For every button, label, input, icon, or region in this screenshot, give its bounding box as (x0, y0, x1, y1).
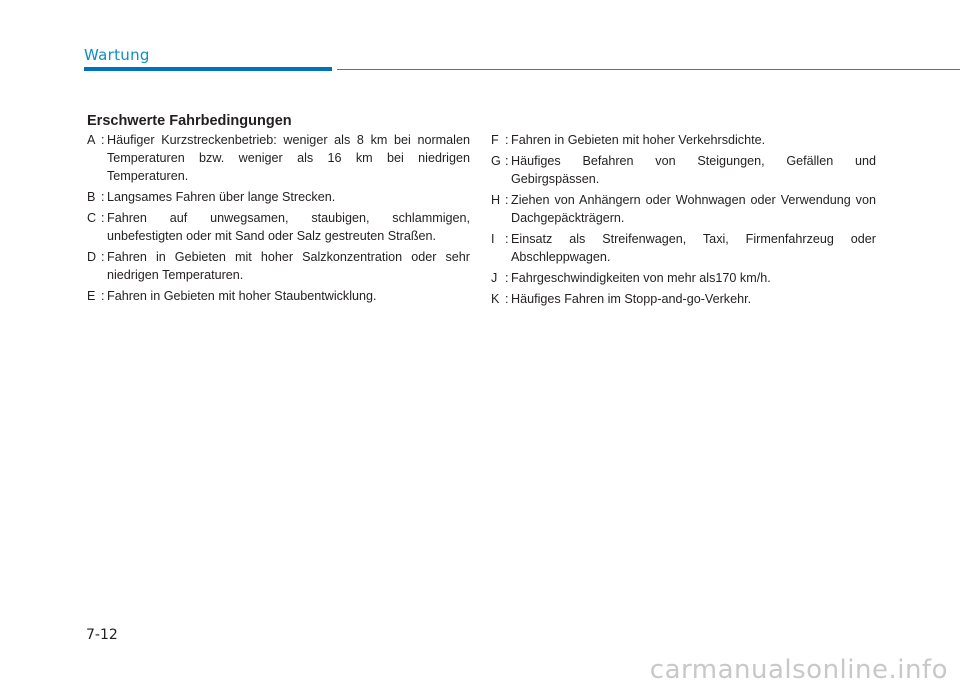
header-rule-thick (84, 67, 332, 71)
item-text: Fahren in Gebieten mit hoher Salzkonzentration oder sehr niedrigen Temperaturen. (107, 250, 470, 282)
item-colon: : (101, 133, 105, 147)
item-colon: : (101, 289, 105, 303)
item-letter: C (87, 211, 97, 225)
item-colon: : (505, 292, 509, 306)
list-item (87, 248, 470, 284)
item-colon: : (101, 190, 105, 204)
item-letter: A (87, 133, 96, 147)
item-colon: : (505, 271, 509, 285)
watermark: carmanualsonline.info (649, 655, 948, 685)
item-text: Einsatz als Streifenwagen, Taxi, Firmenfahrzeug oder Abschleppwagen. (511, 232, 876, 264)
item-letter: I (491, 232, 495, 246)
item-letter: D (87, 250, 97, 264)
item-colon: : (101, 211, 105, 225)
item-text: Fahren in Gebieten mit hoher Verkehrsdichte. (511, 133, 766, 147)
list-item (491, 290, 876, 308)
list-item (491, 191, 876, 227)
list-item (491, 131, 876, 149)
item-letter: B (87, 190, 96, 204)
list-item (491, 230, 876, 266)
item-text: Ziehen von Anhängern oder Wohnwagen oder Verwendung von Dachgepäckträgern. (511, 193, 876, 225)
item-letter: F (491, 133, 499, 147)
item-text: Fahren auf unwegsamen, staubigen, schlammigen, unbefestigten oder mit Sand oder Salz gestreuten Straßen. (107, 211, 470, 243)
item-text: Häufiges Befahren von Steigungen, Gefällen und Gebirgspässen. (511, 154, 876, 186)
item-colon: : (505, 232, 509, 246)
item-text: Häufiges Fahren im Stopp-and-go-Verkehr. (511, 292, 752, 306)
item-letter: K (491, 292, 500, 306)
list-item (87, 188, 470, 206)
item-text: Fahrgeschwindigkeiten von mehr als170 km/h. (511, 271, 771, 285)
list-item (87, 209, 470, 245)
page-heading: Erschwerte Fahrbedingungen (87, 113, 292, 129)
item-text: Fahren in Gebieten mit hoher Staubentwicklung. (107, 289, 377, 303)
section-title: Wartung (84, 46, 150, 64)
left-column (87, 131, 470, 308)
right-column (491, 131, 876, 311)
item-colon: : (505, 154, 509, 168)
item-colon: : (101, 250, 105, 264)
header-rule-thin (337, 69, 960, 70)
item-colon: : (505, 193, 509, 207)
list-item (491, 269, 876, 287)
item-colon: : (505, 133, 509, 147)
list-item (87, 287, 470, 305)
page-number: 7-12 (86, 627, 118, 643)
item-letter: E (87, 289, 96, 303)
list-item (491, 152, 876, 188)
list-item (87, 131, 470, 185)
item-letter: J (491, 271, 498, 285)
item-text: Häufiger Kurzstreckenbetrieb: weniger als 8 km bei normalen Temperaturen bzw. weniger als 16 km bei niedrigen Temperaturen. (107, 133, 470, 183)
item-text: Langsames Fahren über lange Strecken. (107, 190, 336, 204)
item-letter: G (491, 154, 501, 168)
item-letter: H (491, 193, 501, 207)
